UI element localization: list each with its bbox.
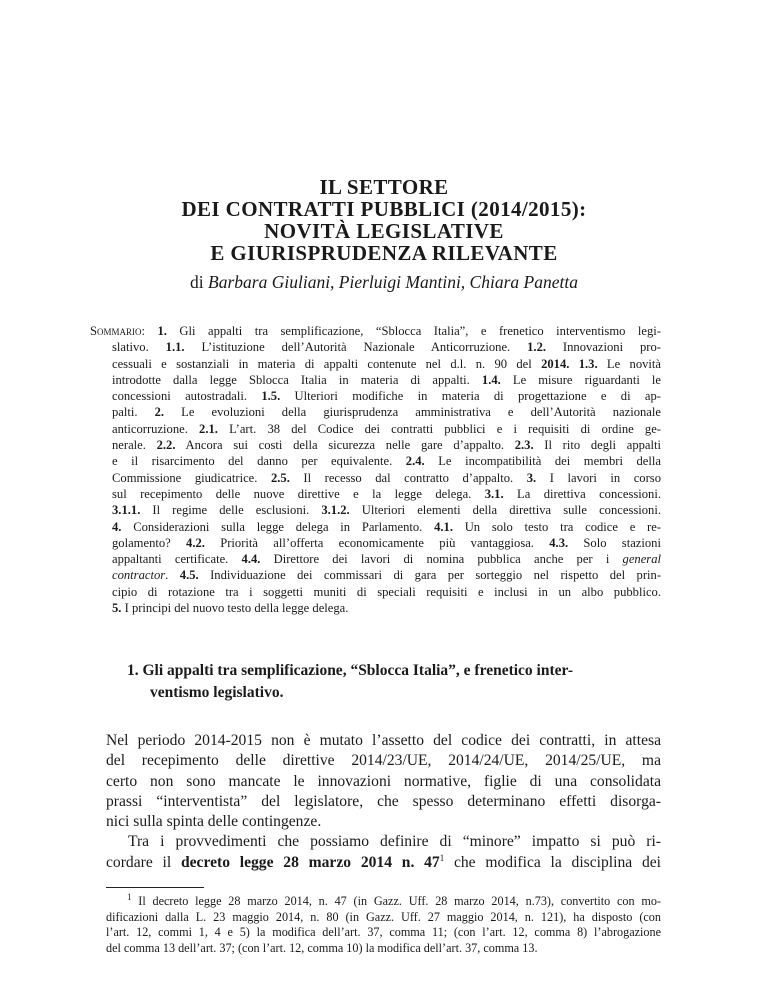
title-line-1: IL SETTORE [319,175,449,199]
summary-line: cipio di rotazione tra i soggetti muniti di speciali requisiti e inclusi in un albo pubblico. [112,584,661,599]
summary-line: anticorruzione. 2.1. L’art. 38 del Codice dei contratti pubblici e i requisiti di ordine ge- [112,421,661,436]
summary-label: Sommario [90,324,142,338]
footnote-line: l’art. 12, commi 1, 4 e 5) la modifica dell’art. 37, comma 11; (con l’art. 12, comma 8) l’abrogazione [106,925,661,940]
summary-line: 4. Considerazioni sulla legge delega in Parlamento. 4.1. Un solo testo tra codice e re- [112,519,661,534]
section-heading [127,660,661,704]
summary-line: introdotte dalla legge Sblocca Italia in materia di appalti. 1.4. Le misure riguardanti le [112,372,661,387]
summary-line: cessuali e sostanziali in materia di appalti contenute nel d.l. n. 90 del 2014. 1.3. Le novità [112,356,661,371]
summary-line: sul recepimento delle nuove direttive e la legge delega. 3.1. La direttiva concessioni. [112,486,661,501]
summary-line: 5. I principi del nuovo testo della legge delega. [112,601,349,616]
footnote-marker: 1 [127,891,132,902]
summary-line: e il risarcimento del danno per equivalente. 2.4. Le incompatibilità dei membri della [112,454,661,469]
body-line: nici sulla spinta delle contingenze. [106,813,322,831]
body-line: Nel periodo 2014-2015 non è mutato l’assetto del codice dei contratti, in attesa [106,732,661,749]
body-line: certo non sono mancate le innovazioni normative, figlie di una consolidata [106,772,661,790]
summary-line: Sommario: 1. Gli appalti tra semplificazione, “Sblocca Italia”, e frenetico interventismo legi- [90,324,661,338]
section-heading-line-1: 1. Gli appalti tra semplificazione, “Sblocca Italia”, e frenetico inter- [127,662,573,679]
body-line: Tra i provvedimenti che possiamo definire di “minore” impatto si può ri- [128,833,661,851]
footnote-rule [106,887,204,888]
footnote-text: Il decreto legge 28 marzo 2014, n. 47 (in Gazz. Uff. 28 marzo 2014, n.73), convertito con mo- [131,894,661,908]
summary-line: Commissione giudicatrice. 2.5. Il recesso dal contratto d’appalto. 3. I lavori in corso [112,470,661,485]
body-text-run: cordare il [106,853,181,871]
summary-line: concessioni autostradali. 1.5. Ulteriori modifiche in materia di progettazione e di ap- [112,389,661,404]
footnote-line [106,891,661,910]
summary-line: contractor. 4.5. Individuazione dei commissari di gara per sorteggio nel rispetto del prin- [112,568,662,583]
footnote-1 [106,891,661,956]
author-names: Barbara Giuliani, Pierluigi Mantini, Chiara Panetta [208,272,578,292]
authors-prefix: di [190,272,204,292]
summary-line: nerale. 2.2. Ancora sui costi della sicurezza nelle gare d’appalto. 2.3. Il rito degli appalti [112,438,661,453]
summary-line: slativo. 1.1. L’istituzione dell’Autorità Nazionale Anticorruzione. 1.2. Innovazioni pro- [112,340,661,355]
body-line-with-footnote [106,853,661,873]
body-line: prassi “interventista” del legislatore, che spesso determinano effetti disorga- [106,792,661,810]
summary-line: appaltanti certificate. 4.4. Direttore dei lavori di nomina pubblica anche per i general [112,552,661,567]
title-line-4: E GIURISPRUDENZA RILEVANTE [210,241,558,265]
body-paragraphs [106,731,661,873]
section-heading-line-2: ventismo legislativo. [150,684,284,701]
summary-line: palti. 2. Le evoluzioni della giurisprudenza amministrativa e dell’Autorità nazionale [112,405,661,420]
body-line: del recepimento delle direttive 2014/23/UE, 2014/24/UE, 2014/25/UE, ma [106,752,661,770]
footnote-line: dificazioni dalla L. 23 maggio 2014, n. 80 (in Gazz. Uff. 27 maggio 2014, n. 121), ha disposto (con [106,909,661,924]
summary-block [90,323,661,616]
footnote-line: del comma 13 dell’art. 37; (con l’art. 12, comma 10) la modifica dell’art. 37, comma 13. [106,940,538,955]
title-block [0,176,768,293]
body-text-run: che modifica la disciplina dei [444,853,661,871]
summary-line: golamento? 4.2. Priorità all’offerta economicamente più vantaggiosa. 4.3. Solo stazioni [112,535,661,550]
title-line-2: DEI CONTRATTI PUBBLICI (2014/2015): [181,197,587,221]
authors-line [0,271,768,293]
decree-reference: decreto legge 28 marzo 2014 n. 47 [180,853,440,871]
footnote-ref[interactable]: 1 [439,852,445,863]
summary-line: 3.1.1. Il regime delle esclusioni. 3.1.2. Ulteriori elementi della direttiva sulle concessioni. [112,503,661,518]
title-line-3: NOVITÀ LEGISLATIVE [264,219,504,243]
